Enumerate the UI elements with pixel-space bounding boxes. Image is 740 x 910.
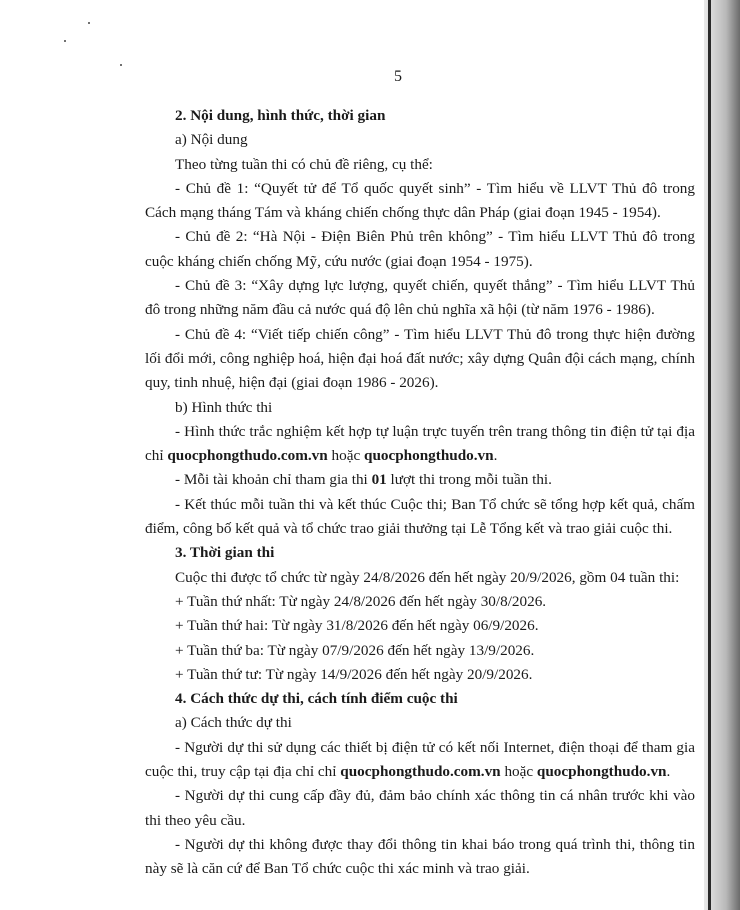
period: . [493, 447, 498, 465]
section-2-heading: 2. Nội dung, hình thức, thời gian [175, 107, 386, 124]
scan-speck [64, 40, 66, 42]
topic-3: - Chủ đề 3: “Xây dựng lực lượng, quyết chiến, quyết thắng” - Tìm hiểu LLVT Thủ đô trong những năm đầu cả nước quá độ lên chủ nghĩa xã hội (từ năm 1976 - 1986). [145, 277, 695, 319]
personal-info-paragraph: - Người dự thi cung cấp đầy đủ, đảm bảo chính xác thông tin cá nhân trước khi vào thi theo yêu cầu. [145, 787, 695, 829]
website-address: quocphongthudo.com.vn [340, 763, 501, 781]
attempt-limit-text: - Mỗi tài khoản chỉ tham gia thi [175, 471, 372, 489]
section-2-intro: Theo từng tuần thi có chủ đề riêng, cụ thể: [175, 155, 433, 173]
participation-text: - Người dự thi sử dụng các thiết bị điện tử có kết nối Internet, điện thoại để tham gia cuộc thi, truy cập tại địa chỉ chỉ [145, 738, 695, 781]
attempt-limit-paragraph [145, 468, 695, 492]
no-change-paragraph: - Người dự thi không được thay đổi thông tin khai báo trong quá trình thi, thông tin này sẽ là căn cứ để Ban Tổ chức cuộc thi xác minh và trao giải. [145, 835, 695, 878]
week-1: + Tuần thứ nhất: Từ ngày 24/8/2026 đến hết ngày 30/8/2026. [175, 592, 547, 610]
exam-form-or: hoặc [327, 447, 364, 465]
page-edge-line [708, 0, 711, 910]
exam-form-text: - Hình thức trắc nghiệm kết hợp tự luận trực tuyến trên trang thông tin điện tử tại địa chỉ [145, 422, 695, 465]
section-4-heading: 4. Cách thức dự thi, cách tính điểm cuộc thi [175, 690, 458, 708]
website-address-alt: quocphongthudo.vn [536, 763, 667, 781]
topic-1: - Chủ đề 1: “Quyết tử để Tổ quốc quyết sinh” - Tìm hiểu về LLVT Thủ đô trong Cách mạng tháng Tám và kháng chiến chống thực dân Pháp (giai đoạn 1945 - 1954). [145, 179, 695, 222]
participation-paragraph [145, 736, 695, 785]
scan-speck [120, 64, 122, 66]
website-address: quocphongthudo.com.vn [167, 447, 328, 465]
section-3-heading: 3. Thời gian thi [175, 544, 275, 562]
section-2a-label: a) Nội dung [175, 131, 248, 149]
exam-form-paragraph [145, 420, 695, 469]
attempt-limit-text-end: lượt thi trong mỗi tuần thi. [386, 471, 552, 489]
website-address-alt: quocphongthudo.vn [364, 447, 494, 465]
section-3-intro: Cuộc thi được tổ chức từ ngày 24/8/2026 đến hết ngày 20/9/2026, gồm 04 tuần thi: [175, 568, 680, 586]
week-2: + Tuần thứ hai: Từ ngày 31/8/2026 đến hết ngày 06/9/2026. [175, 617, 539, 635]
week-4: + Tuần thứ tư: Từ ngày 14/9/2026 đến hết ngày 20/9/2026. [175, 665, 533, 683]
participation-or: hoặc [500, 763, 537, 781]
attempt-count: 01 [371, 471, 387, 489]
document-body [145, 104, 695, 882]
section-2b-label: b) Hình thức thi [175, 398, 273, 416]
topic-2: - Chủ đề 2: “Hà Nội - Điện Biên Phủ trên không” - Tìm hiểu LLVT Thủ đô trong cuộc kháng chiến chống Mỹ, cứu nước (giai đoạn 1954 - 1975). [145, 228, 695, 270]
scan-speck [88, 22, 90, 24]
closing-paragraph: - Kết thúc mỗi tuần thi và kết thúc Cuộc thi; Ban Tổ chức sẽ tổng hợp kết quả, chấm điểm, công bố kết quả và tổ chức trao giải thưởng tại Lễ Tổng kết và trao giải cuộc thi. [145, 495, 695, 538]
topic-4: - Chủ đề 4: “Viết tiếp chiến công” - Tìm hiểu LLVT Thủ đô trong thực hiện đường lối đổi mới, công nghiệp hoá, hiện đại hoá đất nước; xây dựng Quân đội cách mạng, chính quy, tinh nhuệ, hiện đại (giai đoạn 1986 - 2026). [145, 325, 695, 392]
section-4a-label: a) Cách thức dự thi [175, 714, 292, 732]
week-3: + Tuần thứ ba: Từ ngày 07/9/2026 đến hết ngày 13/9/2026. [175, 641, 535, 659]
period: . [666, 763, 671, 781]
page-number: 5 [394, 68, 402, 85]
